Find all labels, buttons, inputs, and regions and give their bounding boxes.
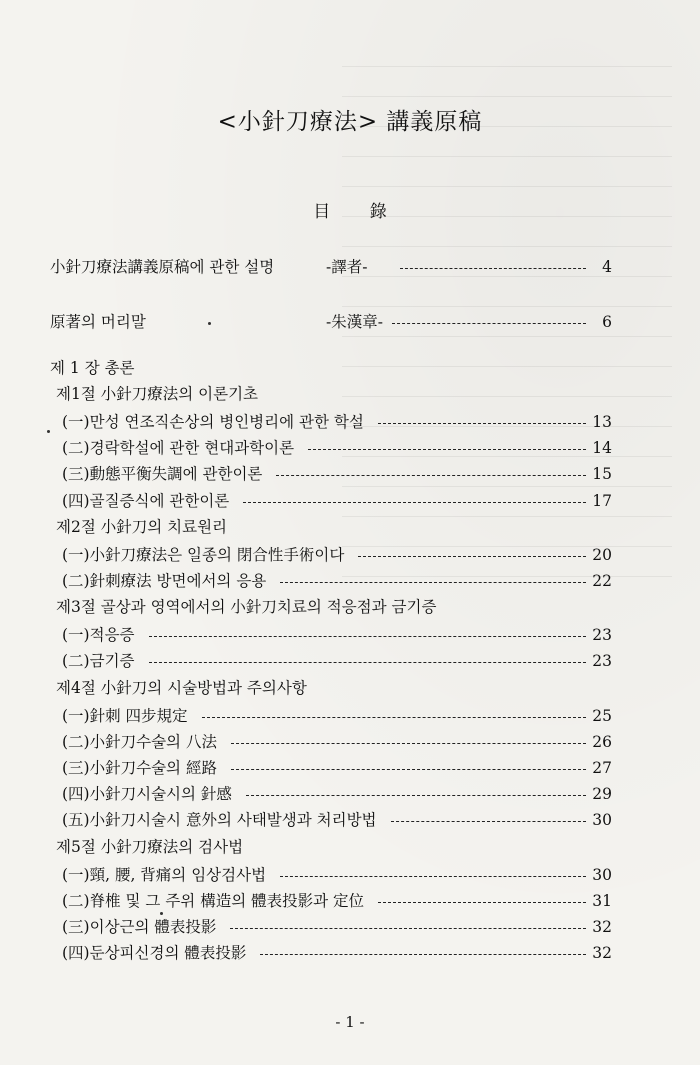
scan-speck (208, 322, 211, 325)
toc-entry (0, 409, 700, 435)
page-number: - 1 - (335, 1013, 365, 1031)
toc-entry-title: 小針刀療法講義原稿에 관한 설명 (50, 258, 275, 276)
toc-entry (0, 781, 700, 807)
toc-page-number: 30 (592, 865, 612, 884)
section-heading: 제1절 小針刀療法의 이론기초 (56, 385, 259, 403)
toc-entry-title: (三)小針刀수술의 經路 (62, 759, 217, 777)
contents-heading: 目 錄 (313, 202, 387, 222)
dot-leader (260, 954, 586, 955)
toc-entry (0, 568, 700, 594)
toc-entry-title: (五)小針刀시술시 意外의 사태발생과 처리방법 (62, 811, 377, 830)
dot-leader (231, 743, 586, 744)
toc-entry (0, 435, 700, 461)
scan-speck (160, 912, 163, 915)
toc-page-number: 25 (592, 706, 612, 725)
dot-leader (400, 268, 586, 269)
toc-page-number: 15 (592, 465, 612, 484)
toc-page-number: 4 (602, 258, 612, 276)
toc-entry-title: (三)動態平衡失調에 관한이론 (62, 465, 263, 484)
toc-entry-title: (二)금기증 (62, 652, 135, 671)
chapter-heading: 제 1 장 총론 (50, 359, 135, 377)
toc-page-number: 13 (592, 413, 612, 431)
toc-page-number: 32 (592, 944, 612, 963)
dot-leader (231, 769, 586, 770)
dot-leader (358, 556, 586, 557)
toc-entry-title: (四)골질증식에 관한이론 (62, 491, 230, 510)
toc-page-number: 20 (592, 545, 612, 564)
dot-leader (392, 323, 586, 324)
toc-entry (0, 862, 700, 888)
section-heading: 제4절 小針刀의 시술방법과 주의사항 (56, 678, 307, 697)
section-heading: 제3절 골상과 영역에서의 小針刀치료의 적응점과 금기증 (56, 598, 437, 617)
dot-leader (246, 795, 586, 796)
toc-entry-title: (三)이상근의 體表投影 (62, 918, 217, 936)
toc-entry-title: (一)적응증 (62, 626, 135, 645)
dot-leader (243, 502, 586, 503)
toc-entry-title: (二)脊椎 및 그 주위 構造의 體表投影과 定位 (62, 891, 364, 910)
toc-page-number: 26 (592, 732, 612, 751)
toc-page-number: 23 (592, 626, 612, 645)
toc-entry-title: 原著의 머리말 (50, 313, 146, 331)
toc-page-number: 27 (592, 759, 612, 777)
dot-leader (230, 928, 586, 929)
toc-page-number: 22 (592, 572, 612, 590)
toc-entry (0, 807, 700, 833)
dot-leader (276, 475, 586, 476)
toc-page-number: 17 (592, 491, 612, 510)
toc-entry-title: (一)頸, 腰, 背痛의 임상검사법 (62, 865, 267, 884)
toc-entry-author: -朱漢章- (326, 313, 383, 331)
toc-entry (0, 488, 700, 514)
toc-entry (0, 914, 700, 940)
toc-page-number: 29 (592, 785, 612, 804)
toc-entry (0, 755, 700, 781)
toc-entry (0, 648, 700, 674)
toc-entry (0, 622, 700, 648)
toc-entry (0, 888, 700, 914)
toc-entry-title: (一)針刺 四步規定 (62, 706, 188, 725)
dot-leader (391, 821, 586, 822)
toc-page-number: 6 (602, 313, 612, 331)
toc-entry-title: (二)針刺療法 방면에서의 응용 (62, 572, 267, 590)
toc-entry-title: (四)둔상피신경의 體表投影 (62, 944, 247, 963)
dot-leader (378, 902, 586, 903)
toc-entry (0, 542, 700, 568)
toc-entry (0, 940, 700, 966)
toc-page-number: 14 (592, 439, 612, 458)
dot-leader (149, 636, 586, 637)
toc-entry (0, 703, 700, 729)
scan-speck (47, 430, 50, 433)
toc-page-number: 30 (592, 811, 612, 830)
toc-page-number: 32 (592, 918, 612, 936)
dot-leader (202, 717, 586, 718)
toc-entry-title: (四)小針刀시술시의 針感 (62, 785, 232, 804)
toc-entry (0, 254, 700, 280)
toc-entry-title: (二)경락학설에 관한 현대과학이론 (62, 439, 295, 458)
toc-entry (0, 309, 700, 335)
toc-entry-title: (一)小針刀療法은 일종의 閉合性手術이다 (62, 545, 345, 564)
toc-page-number: 23 (592, 652, 612, 671)
dot-leader (280, 582, 586, 583)
dot-leader (308, 449, 586, 450)
dot-leader (280, 876, 586, 877)
toc-page-number: 31 (592, 891, 612, 910)
toc-entry-title: (一)만성 연조직손상의 병인병리에 관한 학설 (62, 413, 364, 431)
dot-leader (378, 423, 586, 424)
dot-leader (149, 662, 586, 663)
section-heading: 제5절 小針刀療法의 검사법 (56, 837, 244, 856)
section-heading: 제2절 小針刀의 치료원리 (56, 517, 228, 536)
toc-entry (0, 461, 700, 487)
toc-entry-title: (二)小針刀수술의 八法 (62, 732, 217, 751)
document-title: <小針刀療法> 講義原稿 (217, 109, 483, 135)
toc-entry-author: -譯者- (326, 258, 368, 276)
toc-entry (0, 729, 700, 755)
